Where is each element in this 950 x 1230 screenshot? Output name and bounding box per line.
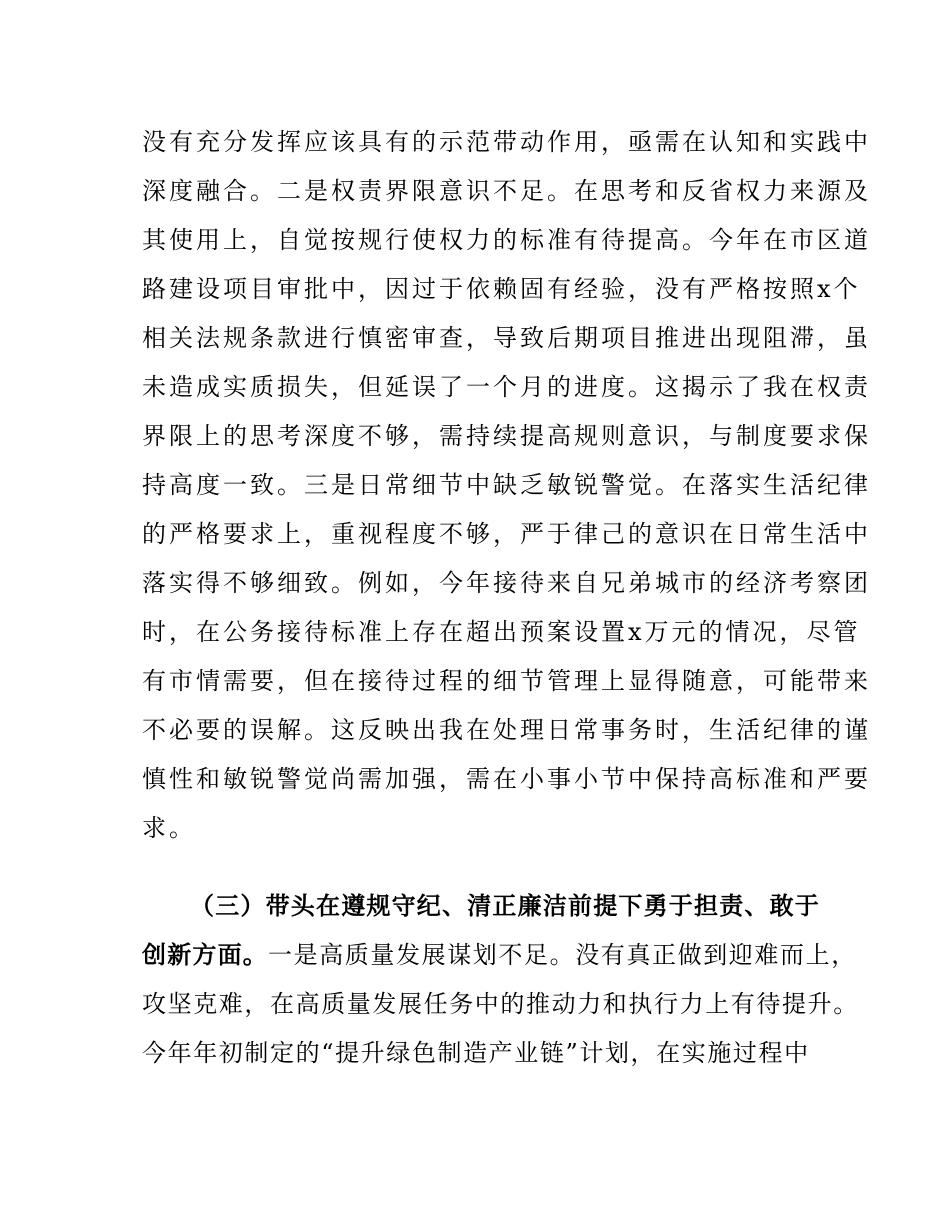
- section-heading-continuation: 创新方面。: [142, 941, 268, 969]
- text-line-18: 攻坚克难，在高质量发展任务中的推动力和执行力上有待提升。: [142, 990, 859, 1018]
- text-line-1: 没有充分发挥应该具有的示范带动作用，亟需在认知和实践中: [142, 128, 871, 156]
- text-line-17-rest: 一是高质量发展谋划不足。没有真正做到迎难而上，: [268, 941, 857, 969]
- text-line-3: 其使用上，自觉按规行使权力的标准有待提高。今年在市区道: [142, 226, 871, 254]
- text-line-7: 界限上的思考深度不够，需持续提高规则意识，与制度要求保: [142, 422, 871, 450]
- text-line-9: 的严格要求上，重视程度不够，严于律己的意识在日常生活中: [142, 520, 871, 548]
- text-line-10: 落实得不够细致。例如，今年接待来自兄弟城市的经济考察团: [142, 569, 871, 597]
- text-line-4: 路建设项目审批中，因过于依赖固有经验，没有严格按照x个: [142, 275, 861, 303]
- text-line-15: 求。: [142, 814, 196, 842]
- text-line-12: 有市情需要，但在接待过程的细节管理上显得随意，可能带来: [142, 667, 871, 695]
- text-line-8: 持高度一致。三是日常细节中缺乏敏锐警觉。在落实生活纪律: [142, 471, 871, 499]
- text-line-5: 相关法规条款进行慎密审查，导致后期项目推进出现阻滞，虽: [142, 324, 871, 352]
- section-heading-line: （三）带头在遵规守纪、清正廉洁前提下勇于担责、敢于: [190, 892, 820, 920]
- text-line-2: 深度融合。二是权责界限意识不足。在思考和反省权力来源及: [142, 177, 871, 205]
- text-line-13: 不必要的误解。这反映出我在处理日常事务时，生活纪律的谨: [142, 716, 871, 744]
- text-line-19: 今年年初制定的“提升绿色制造产业链”计划，在实施过程中: [142, 1039, 810, 1067]
- text-line-6: 未造成实质损失，但延误了一个月的进度。这揭示了我在权责: [142, 373, 871, 401]
- text-line-17: [142, 935, 857, 975]
- text-line-11: 时，在公务接待标准上存在超出预案设置x万元的情况，尽管: [142, 618, 861, 646]
- text-line-14: 慎性和敏锐警觉尚需加强，需在小事小节中保持高标准和严要: [142, 765, 871, 793]
